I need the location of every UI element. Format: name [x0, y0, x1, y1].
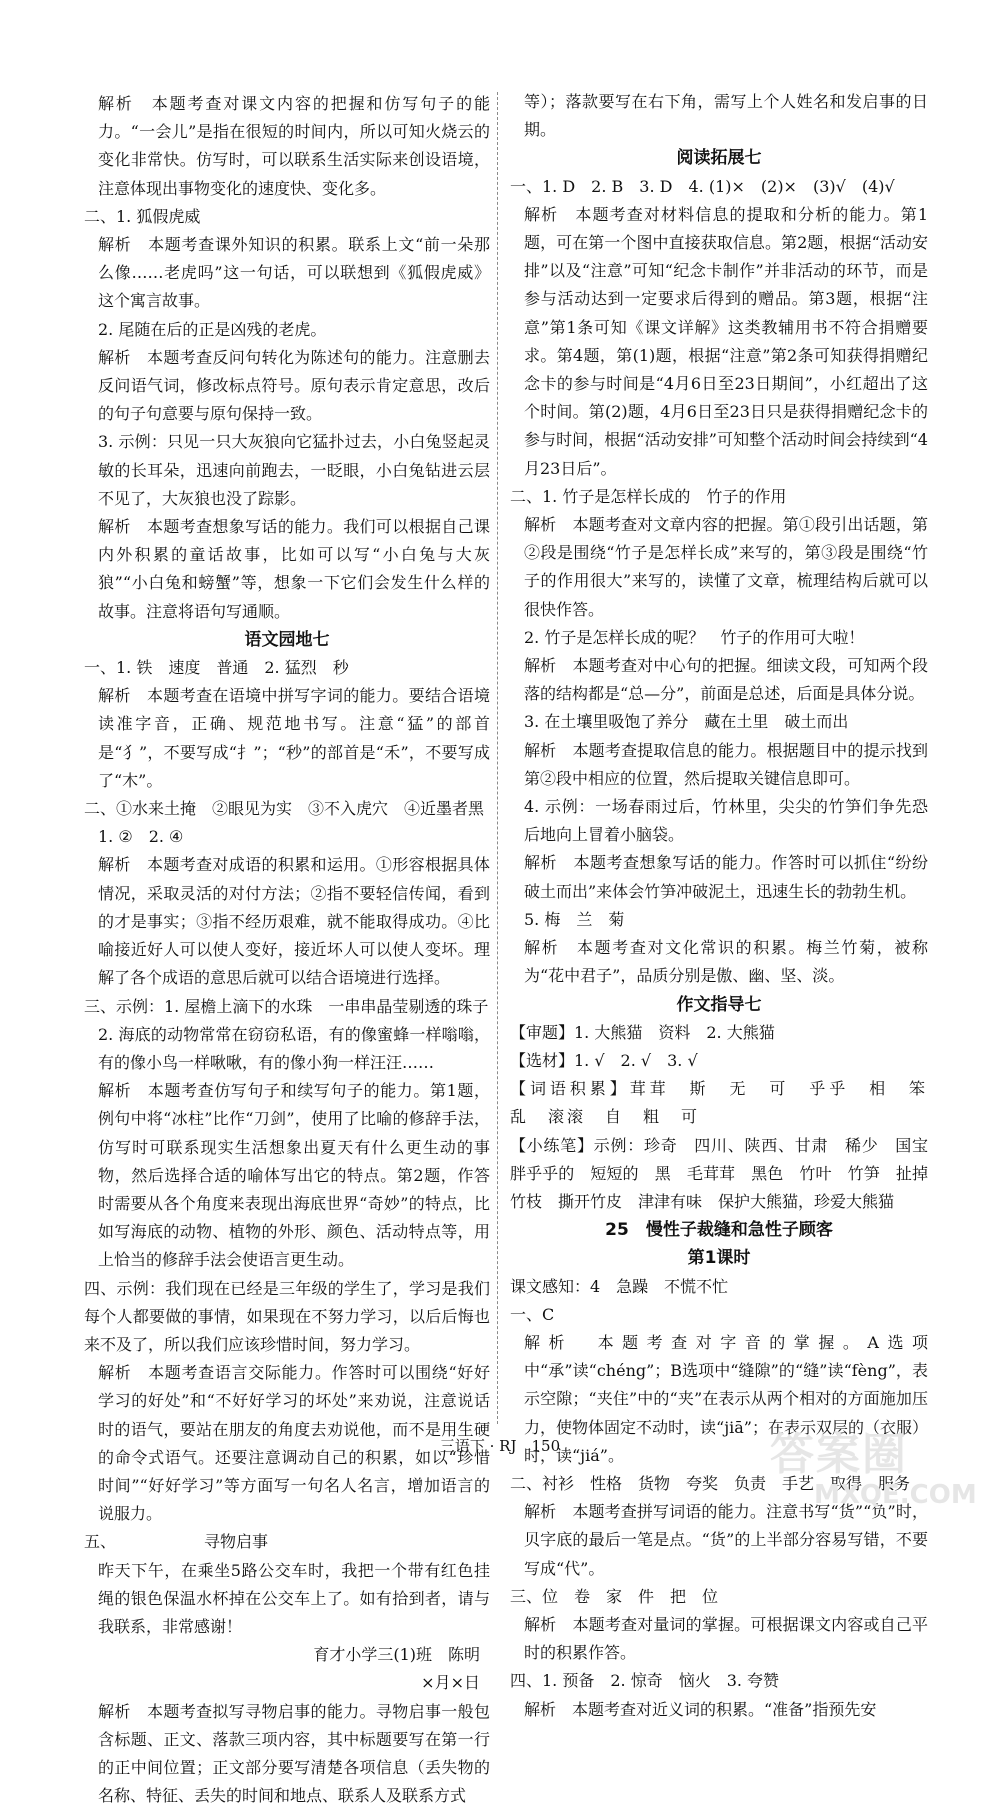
paragraph: 二、衬衫 性格 货物 夸奖 负责 手艺 取得 服务	[510, 1473, 911, 1493]
paragraph: 解析 本题考查对文化常识的积累。梅兰竹菊，被称为“花中君子”，品质分别是傲、幽、坚、淡。	[524, 938, 928, 986]
paragraph: 【审题】1. 大熊猫 资料 2. 大熊猫	[510, 1022, 775, 1042]
paragraph: 解析 本题考查对近义词的积累。“准备”指预先安	[524, 1699, 877, 1719]
paragraph: 3. 示例：只见一只大灰狼向它猛扑过去，小白兔竖起灵敏的长耳朵，迅速向前跑去，一眨眼，小白兔钻进云层不见了，大灰狼也没了踪影。	[98, 432, 490, 508]
watermark-logo	[770, 1430, 990, 1510]
paragraph: 解析 本题考查对文章内容的把握。第①段引出话题，第②段是围绕“竹子是怎样长成”来写的，第③段是围绕“竹子的作用很大”来写的，读懂了文章，梳理结构后就可以很快作答。	[524, 515, 928, 619]
section-heading: 阅读拓展七	[676, 148, 762, 169]
paragraph: 1. ② 2. ④	[98, 827, 184, 847]
paragraph: 解析 本题考查仿写句子和续写句子的能力。第1题，例句中将“冰柱”比作“刀剑”，使用了比喻的修辞手法，仿写时可联系现实生活想象出夏天有什么更生动的事物，然后选择合适的喻体写出它的特点。第2题，作答时需要从各个角度来表现出海底世界“奇妙”的特点，比如写海底的动物、植物的外形、颜色、活动特点等，用上恰当的修辞手法会使语言更生动。	[98, 1081, 490, 1270]
paragraph: 3. 在土壤里吸饱了养分 藏在土里 破土而出	[524, 712, 849, 732]
paragraph: 三、位 卷 家 件 把 位	[510, 1586, 719, 1606]
paragraph: 解析 本题考查对中心句的把握。细读文段，可知两个段落的结构都是“总—分”，前面是总述，后面是具体分说。	[524, 656, 928, 704]
paragraph: 2. 尾随在后的正是凶残的老虎。	[98, 319, 327, 339]
column-divider	[497, 92, 498, 1424]
paragraph: 二、1. 竹子是怎样长成的 竹子的作用	[510, 486, 787, 506]
watermark-text: 答案圈	[770, 1429, 908, 1480]
page-footer: 三语下 · RJ 150	[439, 1437, 561, 1455]
paragraph: 解析 本题考查对课文内容的把握和仿写句子的能力。“一会儿”是指在很短的时间内，所以可知火烧云的变化非常快。仿写时，可以联系生活实际来创设语境，注意体现出事物变化的速度快、变化多。	[98, 94, 490, 198]
paragraph: 解析 本题考查语言交际能力。作答时可以围绕“好好学习的好处”和“不好好学习的坏处”来劝说，注意说话时的语气，要站在朋友的角度去劝说他，而不是用生硬的命令式语气。还要注意调动自己的积累，如以“珍惜时间”“好好学习”等方面写一句名人名言，增加语言的说服力。	[98, 1363, 490, 1524]
watermark-url: MXQE.COM	[814, 1480, 977, 1510]
paragraph: 一、1. D 2. B 3. D 4. (1)× (2)× (3)√ (4)√	[510, 176, 895, 196]
paragraph: 解析 本题考查拼写词语的能力。注意书写“货”“负”时，贝字底的最后一笔是点。“货”的上半部分容易写错，不要写成“代”。	[524, 1502, 928, 1578]
paragraph: 解析 本题考查想象写话的能力。作答时可以抓住“纷纷破土而出”来体会竹笋冲破泥土，迅速生长的勃勃生机。	[524, 853, 928, 901]
left-column	[84, 90, 490, 1810]
paragraph: 解析 本题考查对字音的掌握。A选项中“承”读“chéng”；B选项中“缝隙”的“缝”读“fèng”，表示空隙；“夹住”中的“夹”在表示从两个相对的方面施加压力，使物体固定不动时，读“jiā”；在表示双层的（衣服）时，读“jiá”。	[524, 1332, 928, 1465]
lesson-title: 25 慢性子裁缝和急性子顾客	[605, 1220, 833, 1241]
paragraph: 解析 本题考查在语境中拼写字词的能力。要结合语境读准字音，正确、规范地书写。注意“猛”的部首是“犭”，不要写成“扌”；“秒”的部首是“禾”，不要写成了“木”。	[98, 686, 490, 790]
paragraph: 四、示例：我们现在已经是三年级的学生了，学习是我们每个人都要做的事情，如果现在不努力学习，以后后悔也来不及了，所以我们应该珍惜时间，努力学习。	[84, 1278, 490, 1354]
lesson-subtitle: 第1课时	[687, 1248, 751, 1269]
section-heading: 作文指导七	[676, 994, 762, 1015]
paragraph: 二、①水来土掩 ②眼见为实 ③不入虎穴 ④近墨者黑	[84, 799, 485, 819]
notice-body: 昨天下午，在乘坐5路公交车时，我把一个带有红色挂绳的银色保温水杯掉在公交车上了。如有拾到者，请与我联系，非常感谢！	[98, 1560, 490, 1636]
paragraph: 课文感知：4 急躁 不慌不忙	[510, 1276, 729, 1296]
notice-date: ×月×日	[421, 1673, 480, 1693]
notice-title: 五、 寻物启事	[84, 1532, 269, 1552]
section-heading: 语文园地七	[244, 629, 330, 650]
paragraph: 2. 海底的动物常常在窃窃私语，有的像蜜蜂一样嗡嗡，有的像小鸟一样啾啾，有的像小狗一样汪汪……	[98, 1024, 490, 1072]
paragraph: 解析 本题考查对量词的掌握。可根据课文内容或自己平时的积累作答。	[524, 1614, 928, 1663]
paragraph: 解析 本题考查对材料信息的提取和分析的能力。第1题，可在第一个图中直接获取信息。第2题，根据“活动安排”以及“注意”可知“纪念卡制作”并非活动的环节，而是参与活动达到一定要求后得到的赠品。第3题，根据“注意”第1条可知《课文详解》这类教辅用书不符合捐赠要求。第4题，第(1)题，根据“注意”第2条可知获得捐赠纪念卡的参与时间是“4月6日至23日期间”，小红超出了这个时间。第(2)题，4月6日至23日只是获得捐赠纪念卡的参与时间，根据“活动安排”可知整个活动时间会持续到“4月23日后”。	[524, 204, 928, 478]
paragraph: 【选材】1. √ 2. √ 3. √	[510, 1050, 698, 1070]
paragraph: 【小练笔】示例：珍奇 四川、陕西、甘肃 稀少 国宝 胖乎乎的 短短的 黑 毛茸茸 黑色 竹叶 竹笋 扯掉竹枝 撕开竹皮 津津有味 保护大熊猫，珍爱大熊猫	[510, 1135, 945, 1211]
paragraph: 解析 本题考查想象写话的能力。我们可以根据自己课内外积累的童话故事，比如可以写“小白兔与大灰狼”“小白兔和螃蟹”等，想象一下它们会发生什么样的故事。注意将语句写通顺。	[98, 517, 490, 621]
paragraph: 三、示例：1. 屋檐上滴下的水珠 一串串晶莹剔透的珠子	[84, 996, 489, 1016]
paragraph: 解析 本题考查反问句转化为陈述句的能力。注意删去反问语气词，修改标点符号。原句表示肯定意思，改后的句子句意要与原句保持一致。	[98, 347, 490, 424]
paragraph: 等）；落款要写在右下角，需写上个人姓名和发启事的日期。	[524, 92, 928, 140]
paragraph: 2. 竹子是怎样长成的呢？ 竹子的作用可大啦！	[524, 627, 865, 647]
paragraph: 二、1. 狐假虎威	[84, 206, 201, 226]
paragraph: 解析 本题考查提取信息的能力。根据题目中的提示找到第②段中相应的位置，然后提取关键信息即可。	[524, 740, 928, 788]
notice-signature: 育才小学三(1)班 陈明	[313, 1645, 480, 1665]
paragraph: 5. 梅 兰 菊	[524, 909, 625, 929]
paragraph: 四、1. 预备 2. 惊奇 恼火 3. 夸赞	[510, 1671, 780, 1691]
paragraph: 【词语积累】茸茸 斯 无 可 乎乎 相 笨 乱 滚滚 自 粗 可	[510, 1079, 948, 1127]
paragraph: 一、C	[510, 1304, 555, 1324]
paragraph: 解析 本题考查对成语的积累和运用。①形容根据具体情况，采取灵活的对付方法；②指不要轻信传闻，看到的才是事实；③指不经历艰难，就不能取得成功。④比喻接近好人可以使人变好，接近坏人可以使人变坏。理解了各个成语的意思后就可以结合语境进行选择。	[98, 855, 490, 988]
paragraph: 解析 本题考查拟写寻物启事的能力。寻物启事一般包含标题、正文、落款三项内容，其中标题要写在第一行的正中间位置；正文部分要写清楚各项信息（丢失物的名称、特征、丢失的时间和地点、联系人及联系方式	[98, 1701, 490, 1806]
paragraph: 解析 本题考查课外知识的积累。联系上文“前一朵那么像……老虎吗”这一句话，可以联想到《狐假虎威》这个寓言故事。	[98, 235, 490, 311]
paragraph: 4. 示例：一场春雨过后，竹林里，尖尖的竹笋们争先恐后地向上冒着小脑袋。	[524, 797, 928, 845]
paragraph: 一、1. 铁 速度 普通 2. 猛烈 秒	[84, 658, 349, 678]
